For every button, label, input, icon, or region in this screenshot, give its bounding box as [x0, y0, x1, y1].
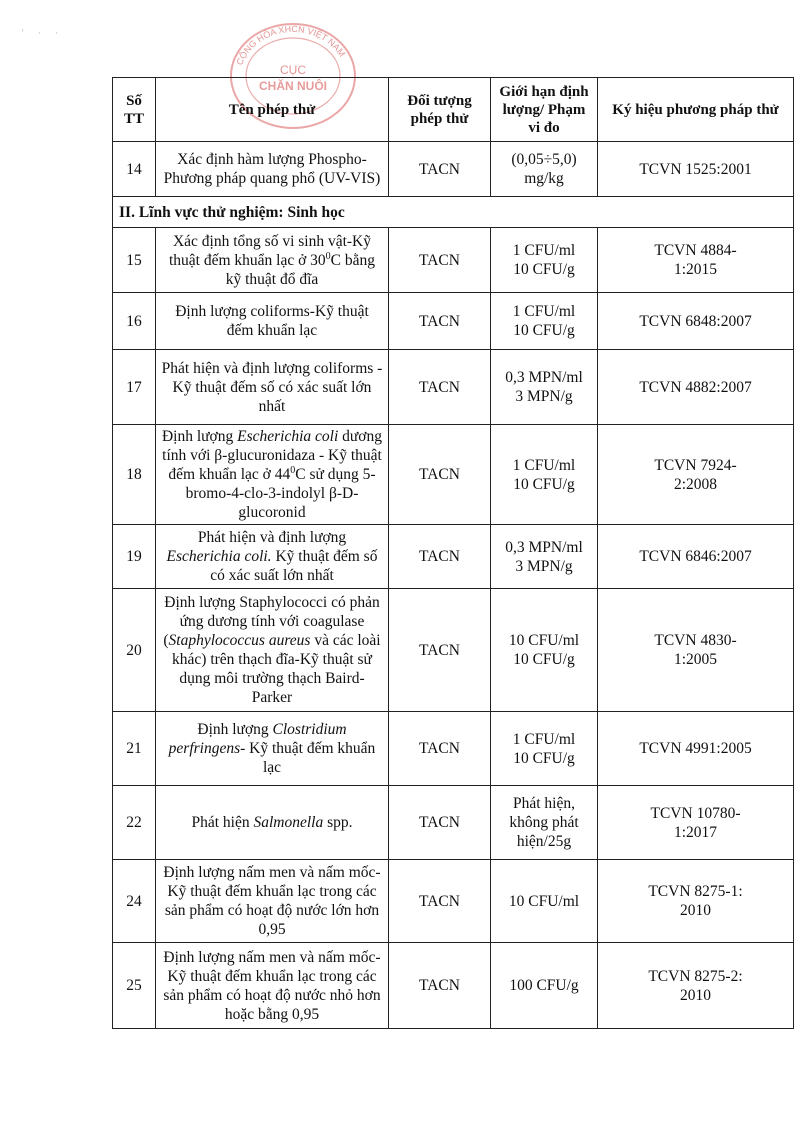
table-header-row: [113, 78, 794, 142]
cell-object: TACN: [389, 860, 491, 943]
cell-no: 14: [113, 142, 156, 197]
cell-method: TCVN 4884- 1:2015: [598, 228, 794, 293]
header-object: Đối tượng phép thử: [389, 78, 491, 142]
cell-method: TCVN 6846:2007: [598, 525, 794, 589]
cell-object: TACN: [389, 350, 491, 425]
svg-text:CỤC: CỤC: [280, 63, 306, 77]
cell-no: 18: [113, 425, 156, 525]
cell-method: TCVN 7924- 2:2008: [598, 425, 794, 525]
table-row: [113, 228, 794, 293]
table-row: [113, 425, 794, 525]
cell-no: 16: [113, 293, 156, 350]
cell-no: 17: [113, 350, 156, 425]
cell-method: TCVN 1525:2001: [598, 142, 794, 197]
svg-text:CHĂN NUÔI: CHĂN NUÔI: [259, 79, 327, 93]
table-row: [113, 525, 794, 589]
cell-no: 24: [113, 860, 156, 943]
cell-no: 20: [113, 589, 156, 712]
cell-test-name: Định lượng coliforms-Kỹ thuật đếm khuẩn lạc: [156, 293, 389, 350]
table-row: [113, 142, 794, 197]
cell-object: TACN: [389, 425, 491, 525]
cell-method: TCVN 4830- 1:2005: [598, 589, 794, 712]
cell-limit: 0,3 MPN/ml 3 MPN/g: [491, 525, 598, 589]
cell-method: TCVN 4882:2007: [598, 350, 794, 425]
cell-object: TACN: [389, 228, 491, 293]
scan-specks: ' · ·: [22, 28, 65, 38]
cell-object: TACN: [389, 525, 491, 589]
cell-test-name: Phát hiện và định lượng coliforms - Kỹ thuật đếm số có xác suất lớn nhất: [156, 350, 389, 425]
cell-method: TCVN 8275-1: 2010: [598, 860, 794, 943]
cell-method: TCVN 8275-2: 2010: [598, 943, 794, 1029]
cell-method: TCVN 10780- 1:2017: [598, 786, 794, 860]
cell-no: 15: [113, 228, 156, 293]
header-no: Số TT: [113, 78, 156, 142]
cell-test-name: Định lượng Clostridium perfringens- Kỹ thuật đếm khuẩn lạc: [156, 712, 389, 786]
cell-limit: 1 CFU/ml 10 CFU/g: [491, 228, 598, 293]
header-test-name: Tên phép thử: [156, 78, 389, 142]
cell-method: TCVN 6848:2007: [598, 293, 794, 350]
table-row: [113, 712, 794, 786]
cell-test-name: Phát hiện và định lượng Escherichia coli. Kỹ thuật đếm số có xác suất lớn nhất: [156, 525, 389, 589]
cell-limit: 0,3 MPN/ml 3 MPN/g: [491, 350, 598, 425]
cell-no: 21: [113, 712, 156, 786]
cell-object: TACN: [389, 712, 491, 786]
cell-test-name: Phát hiện Salmonella spp.: [156, 786, 389, 860]
cell-test-name: Định lượng Escherichia coli dương tính với β-glucuronidaza - Kỹ thuật đếm khuẩn lạc ở $44^0C$ sử dụng 5-bromo-4-clo-3-indolyl β-D-glucoronid: [156, 425, 389, 525]
cell-method: TCVN 4991:2005: [598, 712, 794, 786]
cell-limit: 10 CFU/ml 10 CFU/g: [491, 589, 598, 712]
table-row: [113, 943, 794, 1029]
cell-object: TACN: [389, 142, 491, 197]
header-method: Ký hiệu phương pháp thử: [598, 78, 794, 142]
test-methods-table: [112, 77, 794, 1029]
cell-no: 22: [113, 786, 156, 860]
table-row: [113, 589, 794, 712]
table-row: [113, 786, 794, 860]
table-row: [113, 293, 794, 350]
cell-limit: (0,05÷5,0) mg/kg: [491, 142, 598, 197]
cell-limit: 1 CFU/ml 10 CFU/g: [491, 712, 598, 786]
section-title: II. Lĩnh vực thử nghiệm: Sinh học: [113, 197, 794, 228]
svg-text:CỘNG HÒA XHCN VIỆT NAM: CỘNG HÒA XHCN VIỆT NAM: [234, 23, 348, 67]
cell-limit: 100 CFU/g: [491, 943, 598, 1029]
cell-no: 19: [113, 525, 156, 589]
cell-object: TACN: [389, 786, 491, 860]
cell-test-name: Xác định tổng số vi sinh vật-Kỹ thuật đếm khuẩn lạc ở $30^0C$ bằng kỹ thuật đổ đĩa: [156, 228, 389, 293]
table-row: [113, 350, 794, 425]
cell-limit: Phát hiện, không phát hiện/25g: [491, 786, 598, 860]
cell-limit: 1 CFU/ml 10 CFU/g: [491, 293, 598, 350]
section-row: [113, 197, 794, 228]
cell-limit: 1 CFU/ml 10 CFU/g: [491, 425, 598, 525]
cell-no: 25: [113, 943, 156, 1029]
cell-object: TACN: [389, 589, 491, 712]
cell-test-name: Định lượng nấm men và nấm mốc-Kỹ thuật đếm khuẩn lạc trong các sản phẩm có hoạt độ nước lớn hơn 0,95: [156, 860, 389, 943]
cell-test-name: Định lượng Staphylococci có phản ứng dương tính với coagulase (Staphylococcus aureus và các loài khác) trên thạch đĩa-Kỹ thuật sử dụng môi trường thạch Baird-Parker: [156, 589, 389, 712]
cell-object: TACN: [389, 293, 491, 350]
table-row: [113, 860, 794, 943]
cell-test-name: Định lượng nấm men và nấm mốc-Kỹ thuật đếm khuẩn lạc trong các sản phẩm có hoạt độ nước nhỏ hơn hoặc bằng 0,95: [156, 943, 389, 1029]
cell-limit: 10 CFU/ml: [491, 860, 598, 943]
cell-object: TACN: [389, 943, 491, 1029]
header-limit: Giới hạn định lượng/ Phạm vi đo: [491, 78, 598, 142]
cell-test-name: Xác định hàm lượng Phospho- Phương pháp quang phổ (UV-VIS): [156, 142, 389, 197]
